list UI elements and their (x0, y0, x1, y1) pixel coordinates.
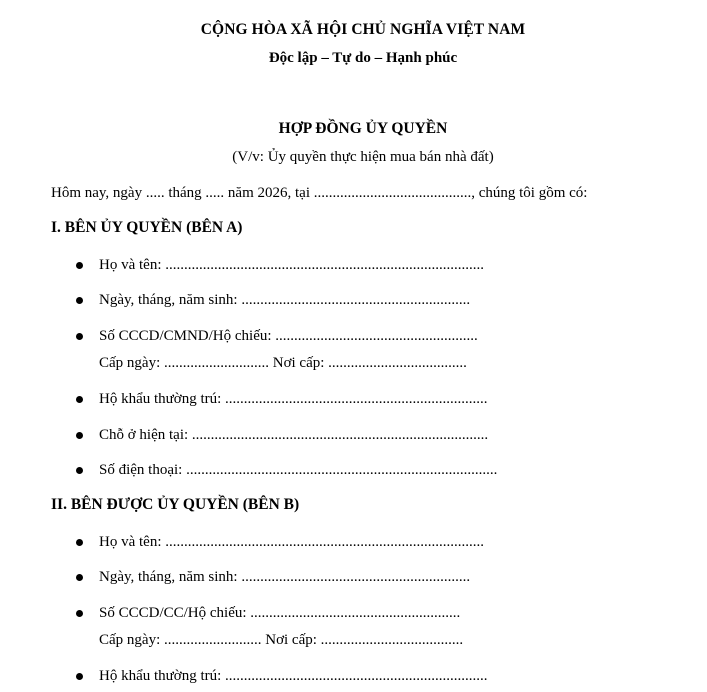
bullet-icon (76, 673, 83, 680)
bullet-icon (76, 396, 83, 403)
document-subtitle: (V/v: Ủy quyền thực hiện mua bán nhà đất) (232, 149, 494, 165)
bullet-icon (76, 610, 83, 617)
field-permanent-residence: Hộ khẩu thường trú: ...................................................................... (99, 391, 488, 407)
field-id-issue-info: Cấp ngày: .......................... Nơi cấp: ...................................... (99, 632, 464, 648)
field-permanent-residence: Hộ khẩu thường trú: ...................................................................... (99, 668, 488, 684)
intro-paragraph: Hôm nay, ngày ..... tháng ..... năm 2026, tại .........................................., chúng tôi gồm có: (51, 185, 588, 201)
document-title: HỢP ĐỒNG ỦY QUYỀN (278, 120, 448, 137)
bullet-icon (76, 297, 83, 304)
bullet-icon (76, 467, 83, 474)
field-id-issue-info: Cấp ngày: ............................ Nơi cấp: ..................................... (99, 355, 467, 371)
field-full-name: Họ và tên: ..................................................................................... (99, 534, 484, 550)
bullet-icon (76, 262, 83, 269)
national-title: CỘNG HÒA XÃ HỘI CHỦ NGHĨA VIỆT NAM (200, 21, 526, 38)
field-phone: Số điện thoại: ................................................................................... (99, 462, 498, 478)
national-motto: Độc lập – Tự do – Hạnh phúc (268, 50, 458, 66)
field-current-address: Chỗ ở hiện tại: ............................................................................... (99, 427, 489, 443)
bullet-icon (76, 432, 83, 439)
field-date-of-birth: Ngày, tháng, năm sinh: ............................................................. (99, 569, 471, 585)
bullet-icon (76, 539, 83, 546)
field-id-number: Số CCCD/CMND/Hộ chiếu: ...................................................... (99, 328, 478, 344)
field-id-number: Số CCCD/CC/Hộ chiếu: ........................................................ (99, 605, 461, 621)
bullet-icon (76, 574, 83, 581)
field-date-of-birth: Ngày, tháng, năm sinh: ............................................................. (99, 292, 471, 308)
field-full-name: Họ và tên: ..................................................................................... (99, 257, 484, 273)
bullet-icon (76, 333, 83, 340)
section-b-heading: II. BÊN ĐƯỢC ỦY QUYỀN (BÊN B) (51, 496, 300, 513)
section-a-heading: I. BÊN ỦY QUYỀN (BÊN A) (51, 219, 243, 236)
